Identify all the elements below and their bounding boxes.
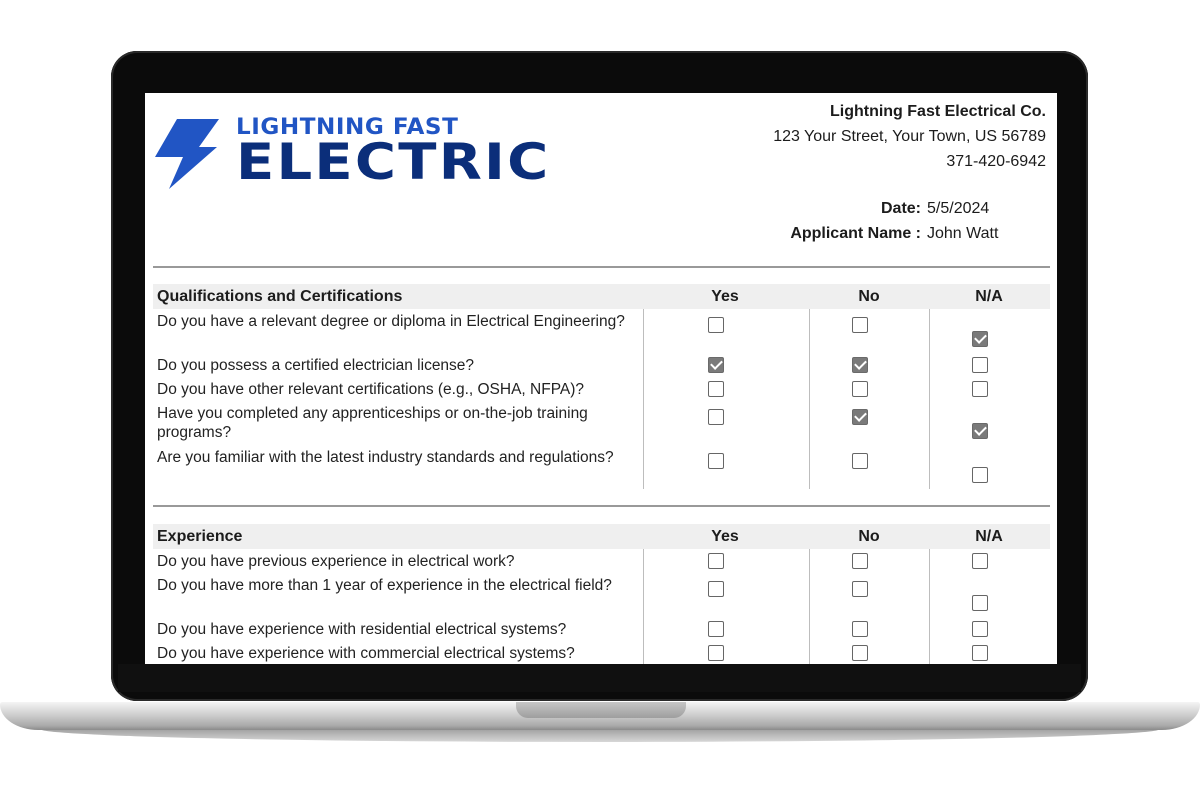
column-divider	[929, 549, 930, 664]
column-divider	[643, 309, 644, 489]
column-divider	[809, 309, 810, 489]
section-header	[153, 524, 1050, 549]
question-row	[153, 617, 1050, 641]
question-row	[153, 549, 1050, 573]
section-1	[153, 524, 1050, 662]
column-header-na: N/A	[975, 527, 1003, 545]
laptop-notch	[516, 702, 686, 718]
question-text: Do you have other relevant certifications (e.g., OSHA, NFPA)?	[157, 381, 585, 398]
lightning-bolt-icon	[153, 117, 223, 191]
checkbox-na[interactable]	[972, 553, 988, 569]
question-row	[153, 445, 1050, 489]
checkbox-na[interactable]	[972, 467, 988, 483]
section-title: Experience	[157, 527, 243, 545]
company-phone: 371-420-6942	[946, 153, 1046, 170]
checkbox-yes[interactable]	[708, 381, 724, 397]
company-address: 123 Your Street, Your Town, US 56789	[773, 128, 1046, 145]
laptop-bezel	[118, 664, 1081, 692]
checkbox-na[interactable]	[972, 595, 988, 611]
logo-text-top: LIGHTNING FAST	[236, 115, 459, 140]
checkbox-yes[interactable]	[708, 581, 724, 597]
checkbox-na[interactable]	[972, 331, 988, 347]
applicant-meta	[785, 196, 998, 246]
checkbox-na[interactable]	[972, 381, 988, 397]
logo-text-main: ELECTRIC	[236, 133, 551, 191]
column-header-na: N/A	[975, 287, 1003, 305]
column-divider	[929, 309, 930, 489]
question-row	[153, 309, 1050, 353]
question-row	[153, 573, 1050, 617]
company-logo	[153, 115, 551, 191]
section-header	[153, 284, 1050, 309]
question-text: Do you have experience with residential electrical systems?	[157, 621, 567, 638]
checkbox-no[interactable]	[852, 357, 868, 373]
laptop-base-shadow	[40, 728, 1160, 742]
checkbox-yes[interactable]	[708, 621, 724, 637]
question-row	[153, 377, 1050, 401]
column-header-no: No	[858, 287, 880, 305]
question-text: Do you have experience with commercial electrical systems?	[157, 645, 575, 662]
question-text: Are you familiar with the latest industry standards and regulations?	[157, 449, 614, 466]
applicant-name-label: Applicant Name :	[790, 225, 921, 242]
checkbox-na[interactable]	[972, 423, 988, 439]
question-text: Do you have previous experience in electrical work?	[157, 553, 515, 570]
checkbox-no[interactable]	[852, 381, 868, 397]
company-info	[773, 99, 1046, 174]
column-header-no: No	[858, 527, 880, 545]
checkbox-yes[interactable]	[708, 317, 724, 333]
checkbox-no[interactable]	[852, 317, 868, 333]
question-row	[153, 353, 1050, 377]
checkbox-no[interactable]	[852, 453, 868, 469]
company-name: Lightning Fast Electrical Co.	[829, 103, 1046, 120]
column-header-yes: Yes	[711, 527, 739, 545]
checkbox-no[interactable]	[852, 409, 868, 425]
section-divider	[153, 266, 1050, 268]
checkbox-yes[interactable]	[708, 645, 724, 661]
question-text: Have you completed any apprenticeships or on-the-job training programs?	[157, 405, 588, 441]
question-text: Do you possess a certified electrician license?	[157, 357, 475, 374]
checkbox-yes[interactable]	[708, 357, 724, 373]
checkbox-no[interactable]	[852, 645, 868, 661]
applicant-name-value[interactable]: John Watt	[927, 225, 999, 242]
column-divider	[643, 549, 644, 664]
checkbox-na[interactable]	[972, 357, 988, 373]
date-value[interactable]: 5/5/2024	[927, 200, 990, 217]
question-text: Do you have a relevant degree or diploma in Electrical Engineering?	[157, 313, 625, 330]
section-0	[153, 284, 1050, 466]
column-header-yes: Yes	[711, 287, 739, 305]
date-label: Date:	[880, 200, 921, 217]
section-title: Qualifications and Certifications	[157, 287, 403, 305]
checkbox-no[interactable]	[852, 621, 868, 637]
checkbox-yes[interactable]	[708, 453, 724, 469]
checkbox-yes[interactable]	[708, 553, 724, 569]
checkbox-no[interactable]	[852, 553, 868, 569]
column-divider	[809, 549, 810, 664]
checkbox-na[interactable]	[972, 645, 988, 661]
question-row	[153, 401, 1050, 445]
question-row	[153, 641, 1050, 664]
checkbox-no[interactable]	[852, 581, 868, 597]
checkbox-yes[interactable]	[708, 409, 724, 425]
checkbox-na[interactable]	[972, 621, 988, 637]
question-text: Do you have more than 1 year of experience in the electrical field?	[157, 577, 612, 594]
screen	[145, 93, 1057, 664]
section-divider	[153, 505, 1050, 507]
